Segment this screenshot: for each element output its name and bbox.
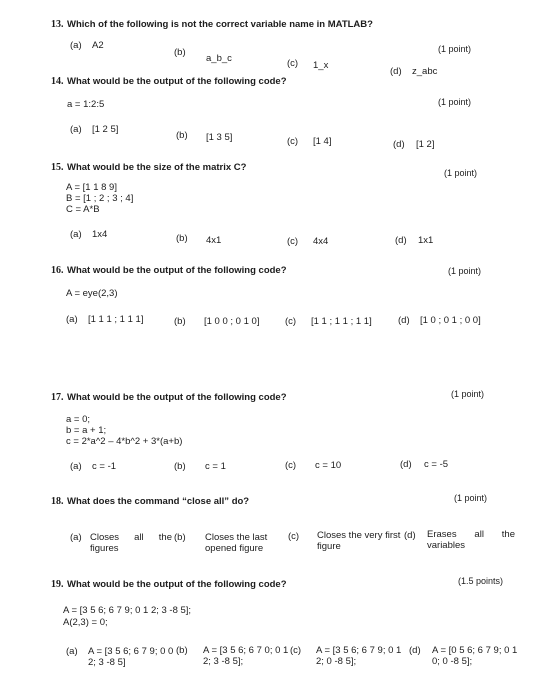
option-letter: (b) <box>174 532 186 543</box>
code-line: A(2,3) = 0; <box>63 617 108 628</box>
option-letter: (d) <box>395 235 407 246</box>
option-letter: (c) <box>287 236 299 247</box>
option-text: [1 1 1 ; 1 1 1] <box>88 314 144 325</box>
option-text: a_b_c <box>206 53 232 64</box>
option-letter: (c) <box>287 136 299 147</box>
option-letter: (d) <box>400 459 412 470</box>
question-text: What does the command “close all” do? <box>67 496 250 507</box>
question-text: Which of the following is not the correct variable name in MATLAB? <box>67 19 373 30</box>
option-text: Closes all the figures <box>90 532 172 554</box>
option-letter: (c) <box>285 316 297 327</box>
option-letter: (d) <box>409 645 421 656</box>
option-text: [1 3 5] <box>206 132 233 143</box>
question-text: What would be the output of the following code? <box>67 76 287 87</box>
option-text: Closes the last opened figure <box>205 532 268 554</box>
code-line: A = eye(2,3) <box>66 288 118 299</box>
option-text: c = -1 <box>92 461 117 472</box>
option-text: Erases all the variables <box>427 529 515 551</box>
option-text: z_abc <box>412 66 438 77</box>
code-line: a = 1:2:5 <box>67 99 105 110</box>
option-letter: (a) <box>66 314 78 325</box>
points-label: (1 point) <box>438 44 472 54</box>
option-letter: (b) <box>176 645 188 656</box>
code-line: c = 2*a^2 – 4*b^2 + 3*(a+b) <box>66 436 183 447</box>
option-letter: (a) <box>70 461 82 472</box>
option-letter: (a) <box>70 229 82 240</box>
points-label: (1 point) <box>444 168 478 178</box>
option-text: A = [3 5 6; 6 7 0; 0 1 2; 3 -8 5]; <box>203 645 289 667</box>
code-line: B = [1 ; 2 ; 3 ; 4] <box>66 193 134 204</box>
option-text: 1x4 <box>92 229 108 240</box>
option-letter: (b) <box>174 47 186 58</box>
question-text: What would be the output of the following code? <box>67 265 287 276</box>
question-text: What would be the output of the following code? <box>67 579 287 590</box>
option-letter: (d) <box>404 530 416 541</box>
option-text: 1_x <box>313 60 329 71</box>
option-text: c = -5 <box>424 459 449 470</box>
question-number: 15. <box>51 162 64 173</box>
question-number: 13. <box>51 19 64 30</box>
points-label: (1 point) <box>454 493 488 503</box>
code-line: A = [3 5 6; 6 7 9; 0 1 2; 3 -8 5]; <box>63 605 192 616</box>
option-letter: (b) <box>176 130 188 141</box>
question-number: 14. <box>51 76 64 87</box>
option-text: c = 1 <box>205 461 226 472</box>
option-letter: (a) <box>70 40 82 51</box>
option-text: A = [3 5 6; 6 7 9; 0 1 2; 0 -8 5]; <box>316 645 402 667</box>
code-line: C = A*B <box>66 204 100 215</box>
question-number: 16. <box>51 265 64 276</box>
option-text: [1 1 ; 1 1 ; 1 1] <box>311 316 372 327</box>
points-label: (1 point) <box>438 97 472 107</box>
option-letter: (a) <box>70 124 82 135</box>
question-number: 17. <box>51 392 64 403</box>
option-text: A2 <box>92 40 104 51</box>
option-text: 4x1 <box>206 235 222 246</box>
option-text: Closes the very first figure <box>317 530 401 552</box>
option-letter: (c) <box>290 645 302 656</box>
option-letter: (b) <box>174 316 186 327</box>
option-letter: (d) <box>398 315 410 326</box>
option-letter: (a) <box>70 532 82 543</box>
option-letter: (c) <box>285 460 297 471</box>
option-letter: (d) <box>393 139 405 150</box>
option-text: [1 2] <box>416 139 435 150</box>
option-text: [1 0 0 ; 0 1 0] <box>204 316 260 327</box>
option-text: 4x4 <box>313 236 329 247</box>
option-letter: (b) <box>174 461 186 472</box>
option-text: A = [0 5 6; 6 7 9; 0 1 0; 0 -8 5]; <box>432 645 518 667</box>
code-line: b = a + 1; <box>66 425 107 436</box>
question-text: What would be the size of the matrix C? <box>67 162 247 173</box>
code-line: a = 0; <box>66 414 91 425</box>
option-letter: (a) <box>66 646 78 657</box>
question-text: What would be the output of the following code? <box>67 392 287 403</box>
code-line: A = [1 1 8 9] <box>66 182 117 193</box>
option-letter: (c) <box>288 531 300 542</box>
option-text: [1 0 ; 0 1 ; 0 0] <box>420 315 481 326</box>
question-number: 18. <box>51 496 64 507</box>
option-text: A = [3 5 6; 6 7 9; 0 0 2; 3 -8 5] <box>88 646 174 668</box>
option-text: [1 2 5] <box>92 124 119 135</box>
option-letter: (d) <box>390 66 402 77</box>
points-label: (1.5 points) <box>458 576 504 586</box>
option-letter: (b) <box>176 233 188 244</box>
option-text: c = 10 <box>315 460 342 471</box>
option-text: 1x1 <box>418 235 434 246</box>
points-label: (1 point) <box>451 389 485 399</box>
option-text: [1 4] <box>313 136 332 147</box>
question-number: 19. <box>51 579 64 590</box>
option-letter: (c) <box>287 58 299 69</box>
points-label: (1 point) <box>448 266 482 276</box>
